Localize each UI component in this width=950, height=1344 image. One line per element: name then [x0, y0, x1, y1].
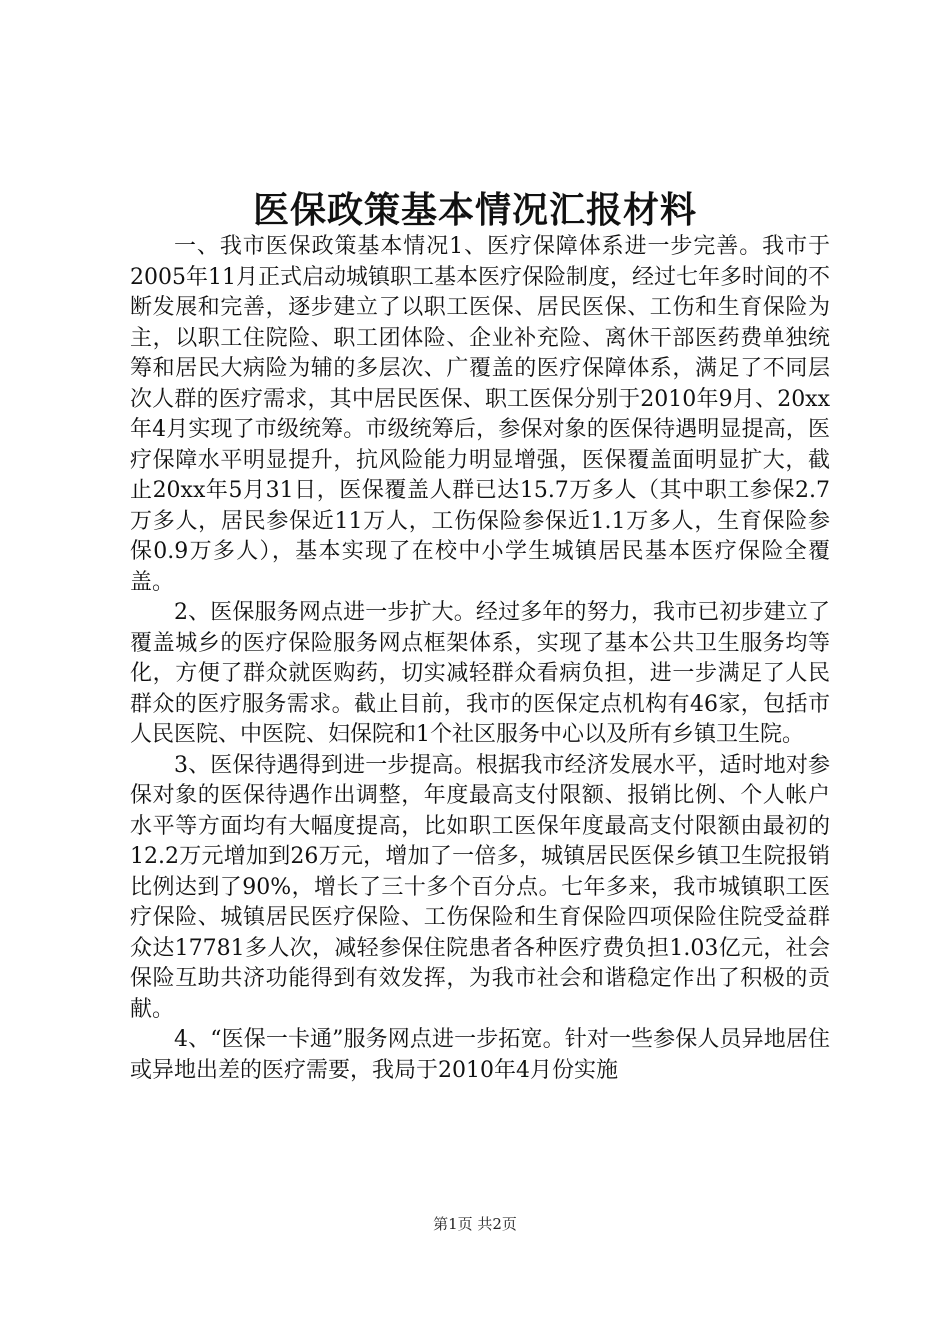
paragraph-2: 2、医保服务网点进一步扩大。经过多年的努力，我市已初步建立了覆盖城乡的医疗保险服务网点框架体系，实现了基本公共卫生服务均等化，方便了群众就医购药，切实减轻群众看病负担，进一步满足了人民群众的医疗服务需求。截止目前，我市的医保定点机构有46家，包括市人民医院、中医院、妇保院和1个社区服务中心以及所有乡镇卫生院。: [130, 600, 830, 747]
paragraph-4: 4、“医保一卡通”服务网点进一步拓宽。针对一些参保人员异地居住或异地出差的医疗需要，我局于2010年4月份实施: [130, 1027, 830, 1083]
page-indicator: 第1页 共2页: [433, 1215, 517, 1233]
paragraph-1: 一、我市医保政策基本情况1、医疗保障体系进一步完善。我市于2005年11月正式启动城镇职工基本医疗保险制度，经过七年多时间的不断发展和完善，逐步建立了以职工医保、居民医保、工伤和生育保险为主，以职工住院险、职工团体险、企业补充险、离休干部医药费单独统筹和居民大病险为辅的多层次、广覆盖的医疗保障体系，满足了不同层次人群的医疗需求，其中居民医保、职工医保分别于2010年9月、20xx年4月实现了市级统筹。市级统筹后，参保对象的医保待遇明显提高，医疗保障水平明显提升，抗风险能力明显增强，医保覆盖面明显扩大，截止20xx年5月31日，医保覆盖人群已达15.7万多人（其中职工参保2.7万多人，居民参保近11万人，工伤保险参保近1.1万多人，生育保险参保0.9万多人），基本实现了在校中小学生城镇居民基本医疗保险全覆盖。: [130, 234, 830, 595]
paragraph-3: 3、医保待遇得到进一步提高。根据我市经济发展水平，适时地对参保对象的医保待遇作出调整，年度最高支付限额、报销比例、个人帐户水平等方面均有大幅度提高，比如职工医保年度最高支付限额由最初的12.2万元增加到26万元，增加了一倍多，城镇居民医保乡镇卫生院报销比例达到了90%，增长了三十多个百分点。七年多来，我市城镇职工医疗保险、城镇居民医疗保险、工伤保险和生育保险四项保险住院受益群众达17781多人次，减轻参保住院患者各种医疗费负担1.03亿元，社会保险互助共济功能得到有效发挥，为我市社会和谐稳定作出了积极的贡献。: [130, 752, 830, 1022]
page-footer: [0, 1214, 950, 1234]
document-body: [130, 232, 830, 1086]
document-title: 医保政策基本情况汇报材料: [252, 189, 697, 231]
